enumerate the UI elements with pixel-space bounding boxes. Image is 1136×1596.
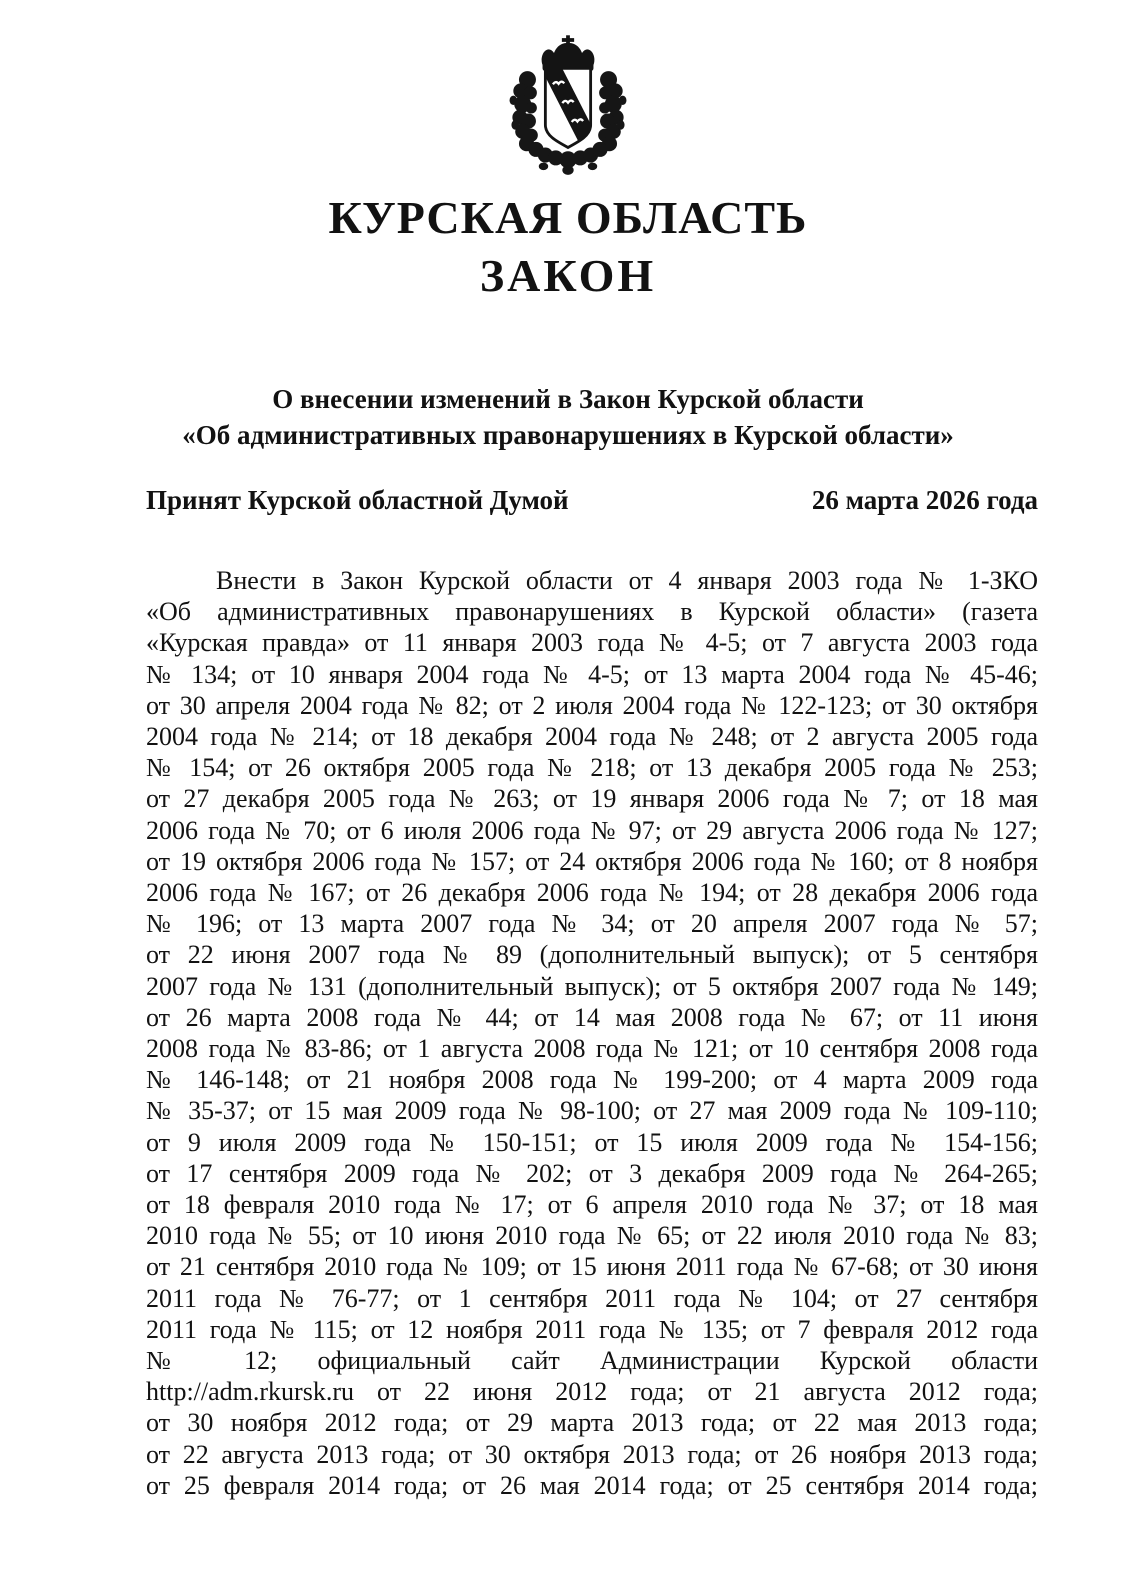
body-line: от 22 августа 2013 года; от 30 октября 2013 года; от 26 ноября 2013 года; (146, 1439, 1038, 1469)
body-line: 2008 года № 83-86; от 1 августа 2008 года № 121; от 10 сентября 2008 года (146, 1034, 1038, 1064)
body-line: № 154; от 26 октября 2005 года № 218; от 13 декабря 2005 года № 253; (146, 753, 1038, 783)
body-line: от 21 сентября 2010 года № 109; от 15 июня 2011 года № 67-68; от 30 июня (146, 1252, 1038, 1282)
body-line: 2004 года № 214; от 18 декабря 2004 года № 248; от 2 августа 2005 года (146, 722, 1038, 752)
body-line: от 30 апреля 2004 года № 82; от 2 июля 2004 года № 122-123; от 30 октября (146, 690, 1038, 720)
body-line: «Об административных правонарушениях в Курской области» (газета (146, 597, 1038, 627)
body-line: от 19 октября 2006 года № 157; от 24 октября 2006 года № 160; от 8 ноября (146, 846, 1038, 876)
body-line: № 134; от 10 января 2004 года № 4-5; от 13 марта 2004 года № 45-46; (146, 659, 1038, 689)
body-line: от 22 июня 2007 года № 89 (дополнительный выпуск); от 5 сентября (146, 940, 1038, 970)
body-line: Внести в Закон Курской области от 4 января 2003 года № 1-ЗКО (216, 566, 1038, 595)
body-line: от 27 декабря 2005 года № 263; от 19 января 2006 года № 7; от 18 мая (146, 784, 1038, 814)
body-line: от 30 ноября 2012 года; от 29 марта 2013 года; от 22 мая 2013 года; (146, 1408, 1038, 1438)
document-type-title: ЗАКОН (479, 250, 657, 301)
law-subject (0, 381, 1136, 453)
body-line: 2006 года № 70; от 6 июля 2006 года № 97; от 29 августа 2006 года № 127; (146, 815, 1038, 845)
body-line: 2011 года № 115; от 12 ноября 2011 года № 135; от 7 февраля 2012 года (146, 1314, 1038, 1344)
subject-line-2: «Об административных правонарушениях в Курской области» (182, 420, 954, 450)
body-line: «Курская правда» от 11 января 2003 года № 4-5; от 7 августа 2003 года (146, 628, 1038, 658)
subject-line-1: О внесении изменений в Закон Курской области (272, 384, 864, 414)
body-line: 2006 года № 167; от 26 декабря 2006 года № 194; от 28 декабря 2006 года (146, 878, 1038, 908)
body-line: 2011 года № 76-77; от 1 сентября 2011 года № 104; от 27 сентября (146, 1283, 1038, 1313)
body-line: 2007 года № 131 (дополнительный выпуск); от 5 октября 2007 года № 149; (146, 971, 1038, 1001)
body-paragraph (146, 565, 1038, 1501)
body-line: от 18 февраля 2010 года № 17; от 6 апреля 2010 года № 37; от 18 мая (146, 1190, 1038, 1220)
body-line: http://adm.rkursk.ru от 22 июня 2012 года; от 21 августа 2012 года; (146, 1377, 1038, 1407)
adopted-by-label: Принят Курской областной Думой (146, 485, 569, 515)
kursk-oblast-coat-of-arms-icon (502, 34, 634, 178)
region-title: КУРСКАЯ ОБЛАСТЬ (328, 192, 808, 243)
body-line: № 146-148; от 21 ноября 2008 года № 199-200; от 4 марта 2009 года (146, 1065, 1038, 1095)
adoption-date: 26 марта 2026 года (811, 485, 1038, 515)
body-line: № 12; официальный сайт Администрации Курской области (146, 1346, 1038, 1376)
document-header (0, 193, 1136, 301)
body-line: № 196; от 13 марта 2007 года № 34; от 20 апреля 2007 года № 57; (146, 909, 1038, 939)
body-line: № 35-37; от 15 мая 2009 года № 98-100; от 27 мая 2009 года № 109-110; (146, 1096, 1038, 1126)
emblem-container (0, 0, 1136, 183)
body-line: от 25 февраля 2014 года; от 26 мая 2014 года; от 25 сентября 2014 года; (146, 1470, 1038, 1500)
body-line: от 26 марта 2008 года № 44; от 14 мая 2008 года № 67; от 11 июня (146, 1002, 1038, 1032)
crown-icon (542, 35, 595, 71)
adoption-row (146, 483, 1038, 517)
body-line: от 17 сентября 2009 года № 202; от 3 декабря 2009 года № 264-265; (146, 1158, 1038, 1188)
body-line: от 9 июля 2009 года № 150-151; от 15 июля 2009 года № 154-156; (146, 1127, 1038, 1157)
body-line: 2010 года № 55; от 10 июня 2010 года № 65; от 22 июля 2010 года № 83; (146, 1221, 1038, 1251)
